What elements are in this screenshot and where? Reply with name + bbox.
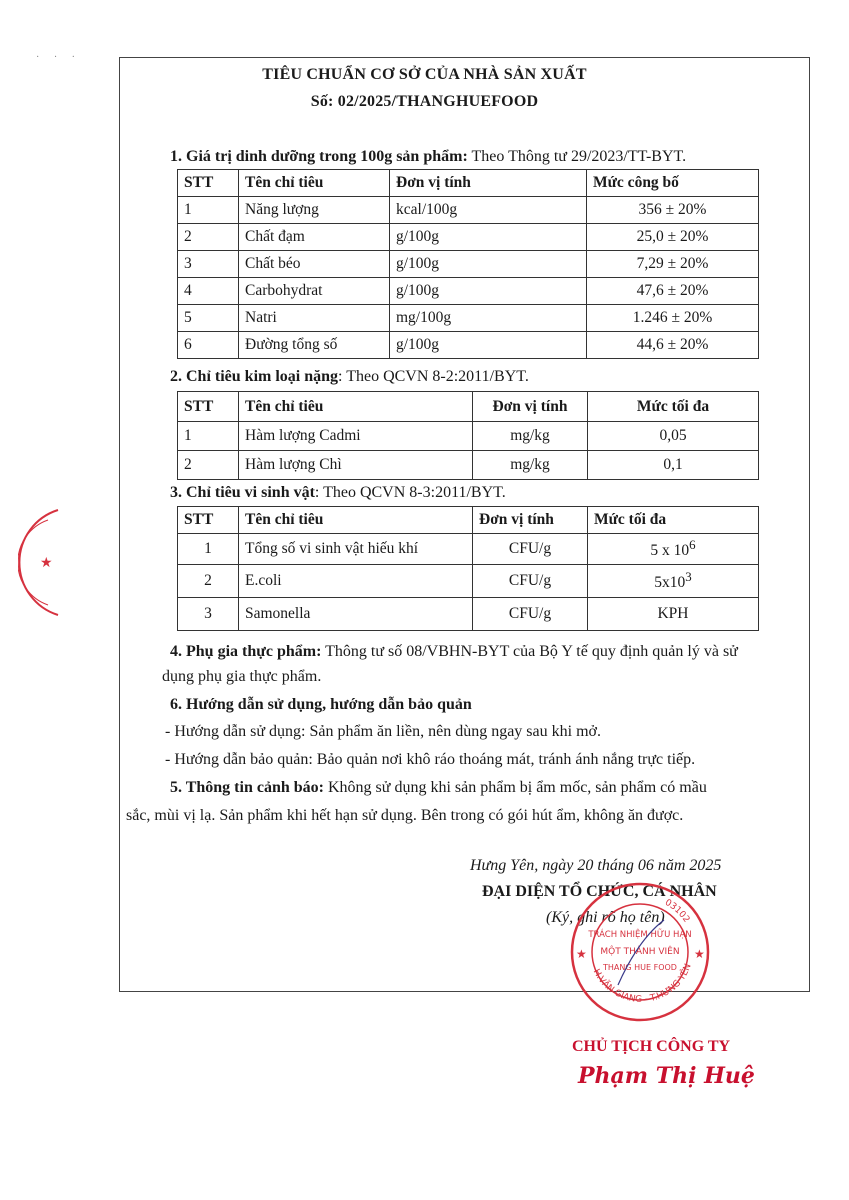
section4-title: 4. Phụ gia thực phẩm: — [170, 643, 322, 660]
cell-stt: 1 — [178, 534, 239, 565]
sign-note: (Ký, ghi rõ họ tên) — [546, 909, 665, 926]
cell-name: Chất đạm — [239, 224, 390, 251]
table-row — [178, 332, 759, 359]
col-stt: STT — [178, 392, 239, 422]
section3-ref: : Theo QCVN 8-3:2011/BYT. — [314, 484, 506, 501]
nutrition-table — [177, 169, 759, 359]
signer-name: Phạm Thị Huệ — [578, 1063, 755, 1089]
col-unit: Đơn vị tính — [473, 507, 588, 534]
cell-unit: CFU/g — [473, 565, 588, 598]
place-date: Hưng Yên, ngày 20 tháng 06 năm 2025 — [470, 857, 722, 874]
col-unit: Đơn vị tính — [473, 392, 588, 422]
col-name: Tên chỉ tiêu — [239, 507, 473, 534]
col-value: Mức công bố — [587, 170, 759, 197]
table-row — [178, 598, 759, 631]
table-row — [178, 278, 759, 305]
section4-line2: dụng phụ gia thực phẩm. — [162, 668, 322, 685]
section3-heading — [170, 484, 506, 502]
col-stt: STT — [178, 507, 239, 534]
table-row — [178, 197, 759, 224]
cell-value: 356 ± 20% — [587, 197, 759, 224]
section1-heading — [170, 148, 686, 166]
cell-value: 0,1 — [588, 451, 759, 480]
cell-stt: 2 — [178, 451, 239, 480]
section3-title: 3. Chỉ tiêu vi sinh vật — [170, 484, 315, 501]
section4-line1 — [170, 638, 738, 665]
cell-unit: kcal/100g — [390, 197, 587, 224]
cell-name: Natri — [239, 305, 390, 332]
table-row — [178, 305, 759, 332]
stamp-line1: TRÁCH NHIỆM HỮU HẠN — [588, 930, 692, 940]
cell-value: 1.246 ± 20% — [587, 305, 759, 332]
stamp-code-path: 03102 — [663, 897, 692, 925]
cell-value — [588, 565, 759, 598]
table-row — [178, 565, 759, 598]
cell-name: Chất béo — [239, 251, 390, 278]
cell-name: Carbohydrat — [239, 278, 390, 305]
col-name: Tên chỉ tiêu — [239, 392, 473, 422]
document-number: Số: 02/2025/THANGHUEFOOD — [310, 93, 539, 110]
cell-unit: g/100g — [390, 332, 587, 359]
table-header-row — [178, 507, 759, 534]
value-base: 5x10 — [654, 574, 686, 592]
table-row — [178, 422, 759, 451]
cell-value — [588, 534, 759, 565]
col-value: Mức tối đa — [588, 507, 759, 534]
cell-stt: 3 — [178, 598, 239, 631]
company-stamp — [568, 880, 713, 1025]
col-value: Mức tối đa — [588, 392, 759, 422]
stamp-star-right: ★ — [694, 947, 705, 961]
table-row — [178, 224, 759, 251]
cell-name: Đường tổng số — [239, 332, 390, 359]
usage-instruction: - Hướng dẫn sử dụng: Sản phẩm ăn liền, nên dùng ngay sau khi mở. — [165, 723, 601, 740]
cell-name: E.coli — [239, 565, 473, 598]
cell-stt: 5 — [178, 305, 239, 332]
position-title: CHỦ TỊCH CÔNG TY — [572, 1038, 731, 1055]
scan-specks: · · · — [36, 52, 81, 63]
cell-unit: mg/kg — [473, 422, 588, 451]
section2-heading — [170, 368, 529, 386]
cell-value: 7,29 ± 20% — [587, 251, 759, 278]
cell-stt: 2 — [178, 224, 239, 251]
section5-text: Không sử dụng khi sản phẩm bị ẩm mốc, sản phẩm có mầu — [323, 779, 707, 796]
cell-value: 0,05 — [588, 422, 759, 451]
representative-label: ĐẠI DIỆN TỔ CHỨC, CÁ NHÂN — [482, 883, 717, 900]
cell-stt: 6 — [178, 332, 239, 359]
storage-instruction: - Hướng dẫn bảo quản: Bảo quản nơi khô ráo thoáng mát, tránh ánh nắng trực tiếp. — [165, 751, 696, 768]
stamp-ring-path: H.VĂN GIANG - T.HƯNG YÊN — [590, 962, 694, 1005]
section6-heading — [170, 691, 472, 718]
cell-value: 44,6 ± 20% — [587, 332, 759, 359]
partial-stamp-mark — [18, 505, 66, 620]
section6-title: 6. Hướng dẫn sử dụng, hướng dẫn bảo quản — [170, 696, 472, 713]
cell-value: 25,0 ± 20% — [587, 224, 759, 251]
cell-name: Hàm lượng Chì — [239, 451, 473, 480]
table-row — [178, 451, 759, 480]
section2-title: 2. Chỉ tiêu kim loại nặng — [170, 368, 339, 385]
value-base: 5 x 10 — [650, 542, 690, 560]
col-unit: Đơn vị tính — [390, 170, 587, 197]
cell-stt: 1 — [178, 422, 239, 451]
section5-line1 — [170, 774, 707, 801]
cell-unit: mg/kg — [473, 451, 588, 480]
cell-stt: 1 — [178, 197, 239, 224]
table-header-row — [178, 170, 759, 197]
cell-unit: CFU/g — [473, 534, 588, 565]
cell-unit: g/100g — [390, 278, 587, 305]
value-exponent: 3 — [685, 569, 692, 585]
stamp-line2: MỘT THÀNH VIÊN — [600, 947, 680, 957]
cell-name: Hàm lượng Cadmi — [239, 422, 473, 451]
cell-unit: g/100g — [390, 224, 587, 251]
cell-unit: mg/100g — [390, 305, 587, 332]
cell-value: 47,6 ± 20% — [587, 278, 759, 305]
col-stt: STT — [178, 170, 239, 197]
section5-line2: sắc, mùi vị lạ. Sản phẩm khi hết hạn sử dụng. Bên trong có gói hút ẩm, không ăn được. — [126, 807, 684, 824]
document-title: TIÊU CHUẨN CƠ SỞ CỦA NHÀ SẢN XUẤT — [262, 66, 587, 83]
cell-name: Năng lượng — [239, 197, 390, 224]
heavy-metal-table — [177, 391, 759, 480]
cell-value: KPH — [588, 598, 759, 631]
cell-stt: 3 — [178, 251, 239, 278]
cell-name: Tổng số vi sinh vật hiếu khí — [239, 534, 473, 565]
table-header-row — [178, 392, 759, 422]
section2-ref: : Theo QCVN 8-2:2011/BYT. — [338, 368, 529, 385]
table-row — [178, 251, 759, 278]
section4-text: Thông tư số 08/VBHN-BYT của Bộ Y tế quy định quản lý và sử — [321, 643, 738, 660]
value-exponent: 6 — [689, 537, 696, 553]
cell-unit: g/100g — [390, 251, 587, 278]
col-name: Tên chỉ tiêu — [239, 170, 390, 197]
section5-title: 5. Thông tin cảnh báo: — [170, 779, 324, 796]
cell-unit: CFU/g — [473, 598, 588, 631]
section1-ref: Theo Thông tư 29/2023/TT-BYT. — [467, 148, 687, 165]
table-row — [178, 534, 759, 565]
cell-name: Samonella — [239, 598, 473, 631]
stamp-line3: THANG HUE FOOD — [603, 963, 677, 972]
microbial-table — [177, 506, 759, 631]
section1-title: 1. Giá trị dinh dưỡng trong 100g sản phẩm: — [170, 148, 468, 165]
stamp-star-left: ★ — [576, 947, 587, 961]
cell-stt: 4 — [178, 278, 239, 305]
svg-text:★: ★ — [40, 555, 53, 571]
cell-stt: 2 — [178, 565, 239, 598]
